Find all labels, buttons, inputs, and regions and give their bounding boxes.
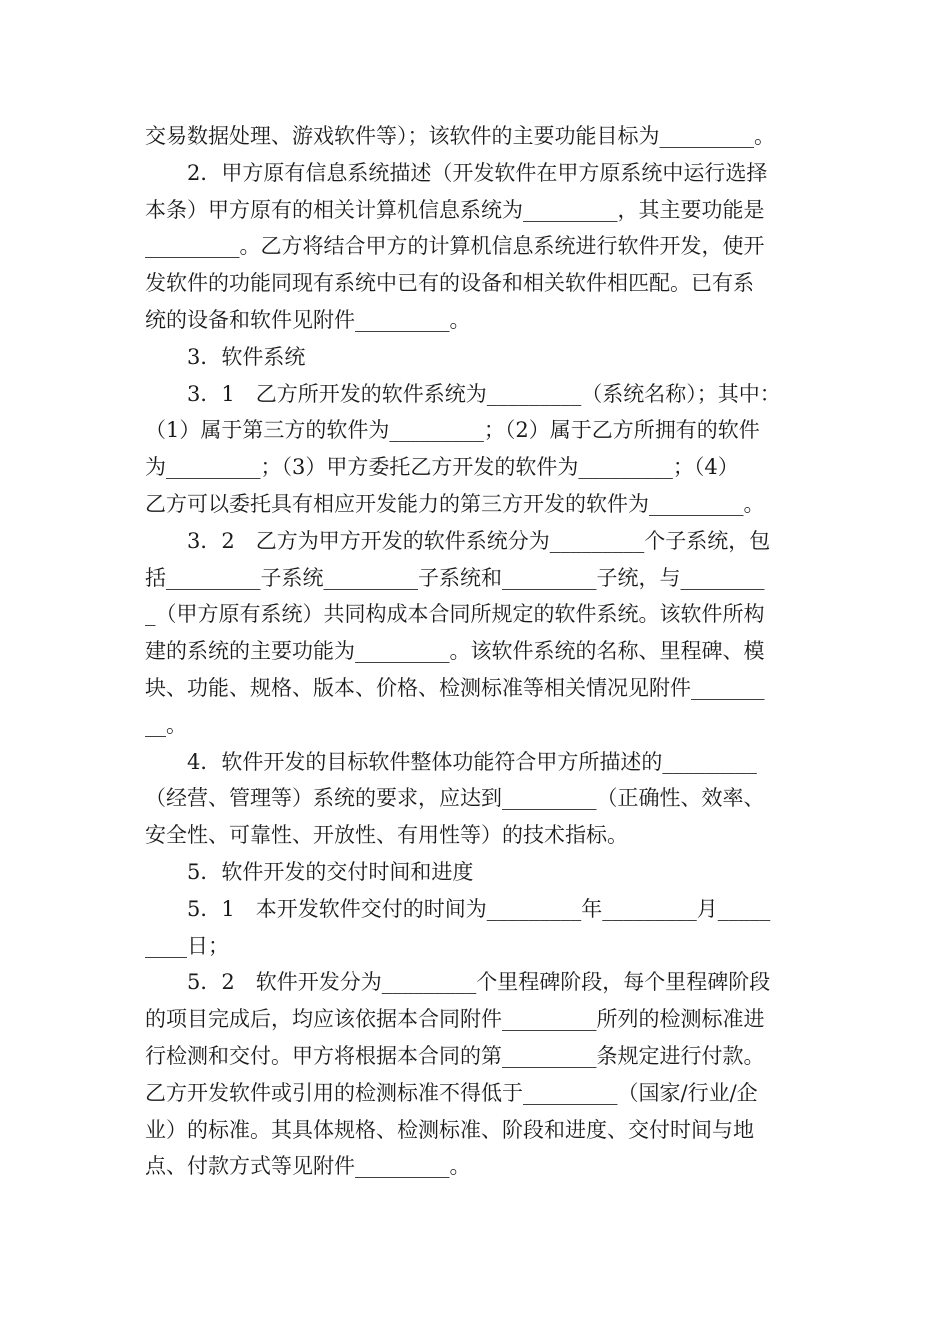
text-line: 业）的标准。其具体规格、检测标准、阶段和进度、交付时间与地 — [145, 1117, 754, 1142]
text-line: 安全性、可靠性、开放性、有用性等）的技术指标。 — [145, 823, 628, 848]
text-line: ____日； — [145, 933, 229, 958]
text-line: 5．2 软件开发分为_________个里程碑阶段，每个里程碑阶段 — [145, 970, 771, 995]
text-line: （经营、管理等）系统的要求，应达到_________（正确性、效率、 — [145, 786, 765, 811]
text-line: 的项目完成后，均应该依据本合同附件_________所列的检测标准进 — [145, 1007, 765, 1032]
text-line: 点、付款方式等见附件_________。 — [145, 1154, 471, 1179]
text-line: 括_________子系统_________子系统和_________子统，与________ — [145, 565, 765, 590]
text-line: 5．1 本开发软件交付的时间为_________年_________月_____ — [145, 896, 771, 921]
document-body — [145, 118, 810, 1185]
text-line: 乙方可以委托具有相应开发能力的第三方开发的软件为_________。 — [145, 491, 765, 516]
text-line: 发软件的功能同现有系统中已有的设备和相关软件相匹配。已有系 — [145, 271, 754, 296]
text-line: _________。乙方将结合甲方的计算机信息系统进行软件开发，使开 — [145, 234, 765, 259]
text-line: 3．2 乙方为甲方开发的软件系统分为_________个子系统，包 — [145, 528, 771, 553]
text-line: 3．1 乙方所开发的软件系统为_________（系统名称）；其中： — [145, 381, 781, 406]
section-heading: 5．软件开发的交付时间和进度 — [145, 859, 474, 884]
text-line: 统的设备和软件见附件_________。 — [145, 307, 471, 332]
text-line: 2．甲方原有信息系统描述（开发软件在甲方原系统中运行选择 — [145, 160, 768, 185]
text-line: 行检测和交付。甲方将根据本合同的第_________条规定进行付款。 — [145, 1043, 765, 1068]
text-line: 4．软件开发的目标软件整体功能符合甲方所描述的_________ — [145, 749, 757, 774]
text-line: 乙方开发软件或引用的检测标准不得低于_________（国家/行业/企 — [145, 1080, 758, 1105]
text-line: _（甲方原有系统）共同构成本合同所规定的软件系统。该软件所构 — [145, 602, 765, 627]
text-line: 为_________；（3）甲方委托乙方开发的软件为_________；（4） — [145, 455, 739, 480]
text-line: 交易数据处理、游戏软件等）；该软件的主要功能目标为_________。 — [145, 124, 775, 148]
text-line: __。 — [145, 712, 187, 737]
section-heading: 3．软件系统 — [145, 344, 306, 369]
text-line: 建的系统的主要功能为_________。该软件系统的名称、里程碑、模 — [145, 639, 765, 664]
text-line: 块、功能、规格、版本、价格、检测标准等相关情况见附件_______ — [145, 675, 765, 700]
text-line: 本条）甲方原有的相关计算机信息系统为_________，其主要功能是 — [145, 197, 765, 222]
text-line: （1）属于第三方的软件为_________；（2）属于乙方所拥有的软件 — [145, 418, 760, 443]
